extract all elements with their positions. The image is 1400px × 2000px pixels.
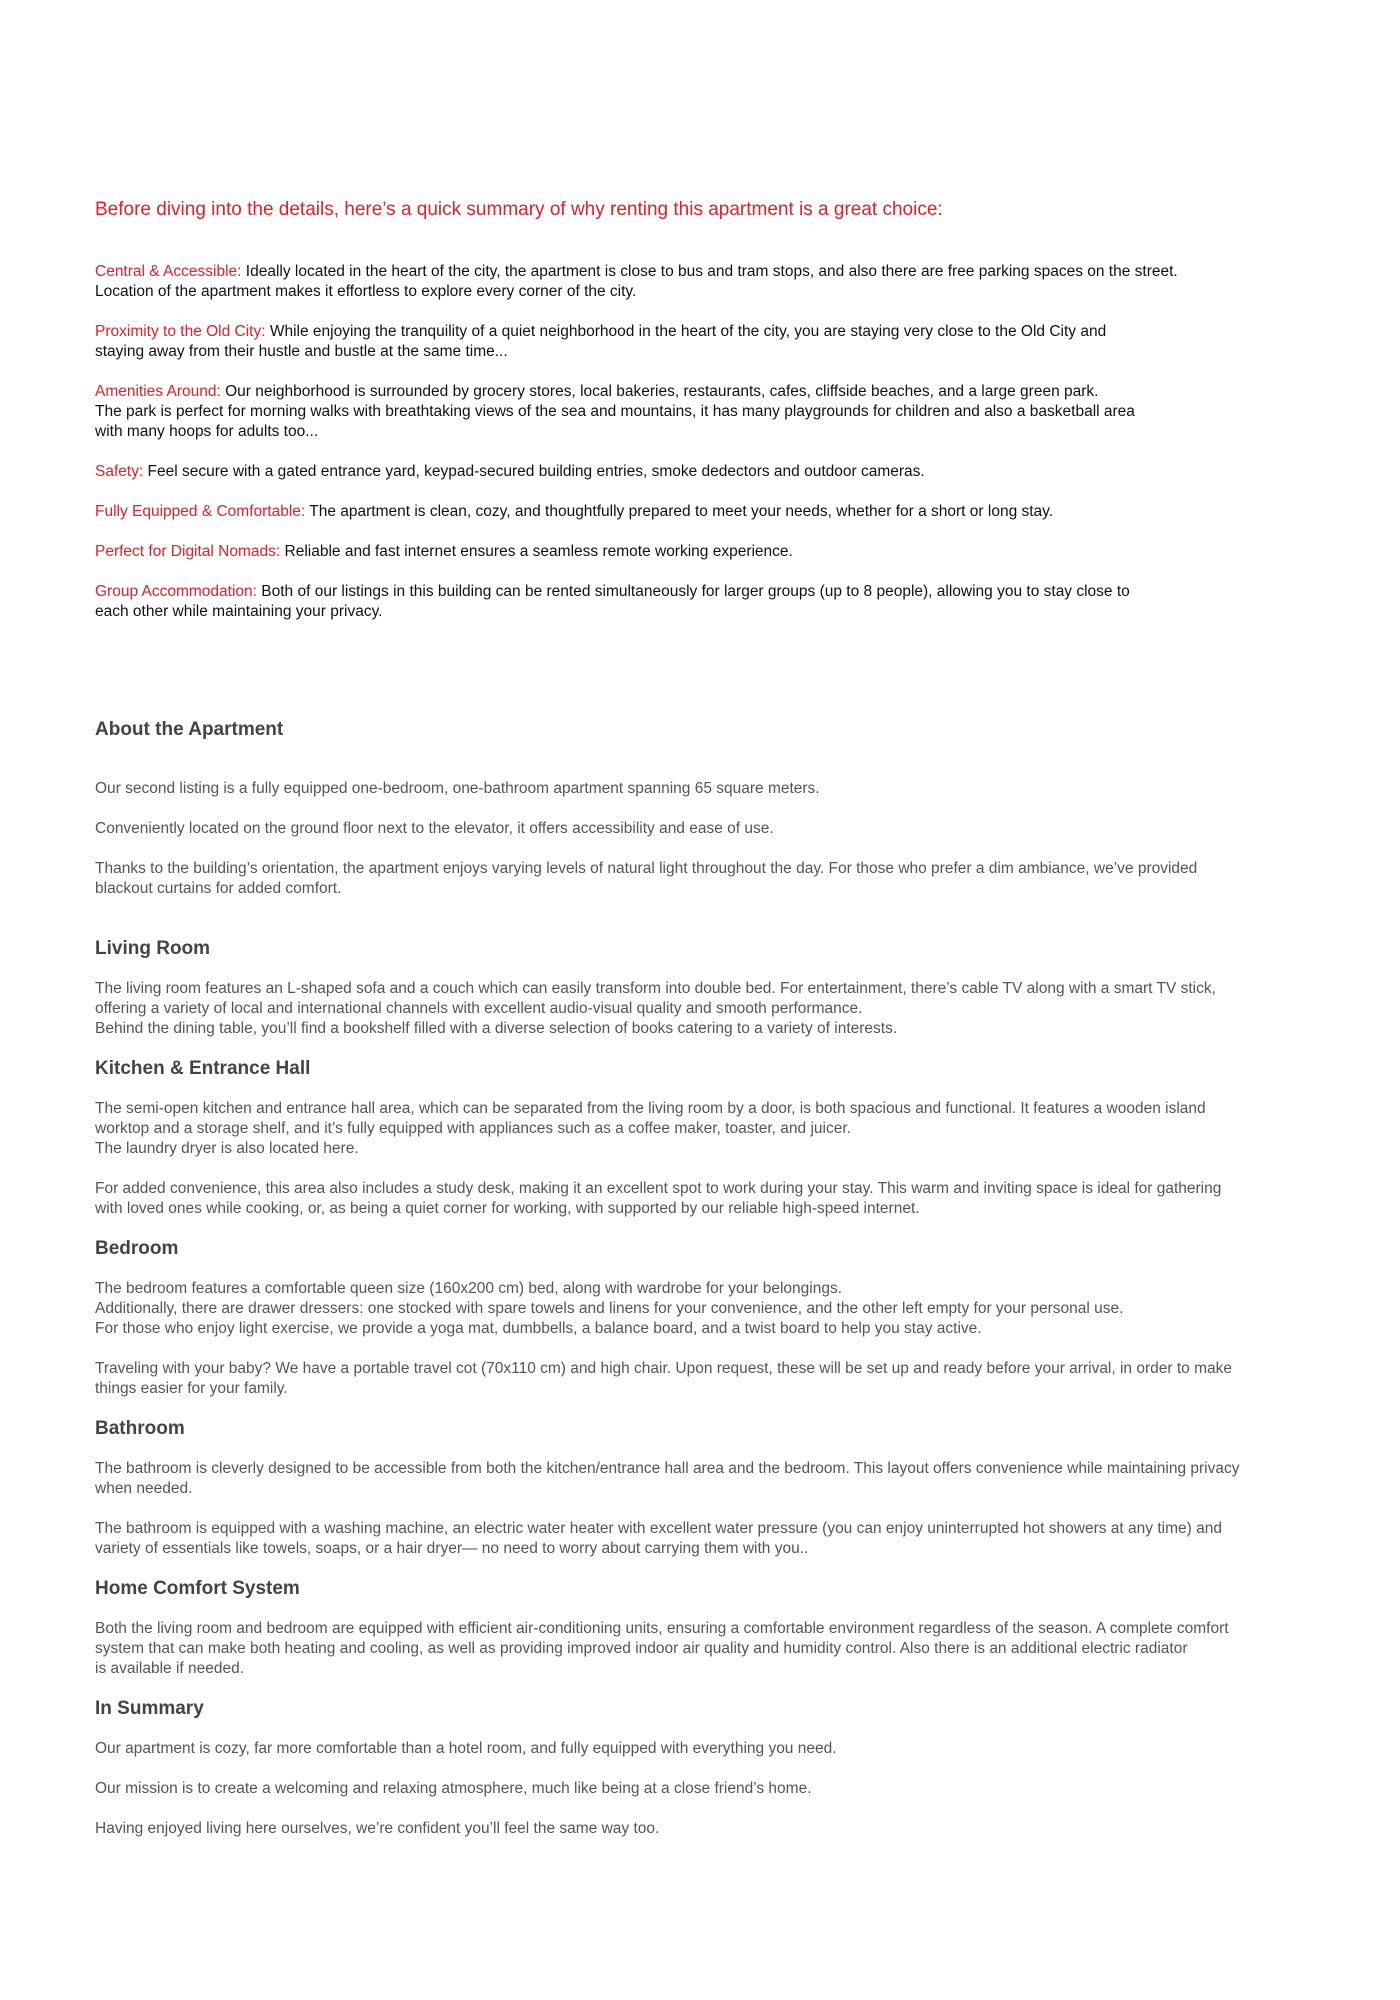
- bedroom-heading: Bedroom: [95, 1238, 179, 1259]
- bathroom-line: The bathroom is cleverly designed to be accessible from both the kitchen/entrance hall area and the bedroom. This layout offers convenience while maintaining privacy: [95, 1460, 1240, 1477]
- highlight-text: Feel secure with a gated entrance yard, keypad-secured building entries, smoke dedectors and outdoor cameras.: [143, 463, 925, 480]
- highlight-text: staying away from their hustle and bustle at the same time...: [95, 343, 508, 360]
- about-heading: About the Apartment: [95, 719, 284, 740]
- living-line: Behind the dining table, you’ll find a bookshelf filled with a diverse selection of books catering to a variety of interests.: [95, 1020, 898, 1037]
- kitchen-line: worktop and a storage shelf, and it’s fully equipped with appliances such as a coffee maker, toaster, and juicer.: [95, 1120, 851, 1137]
- highlight-label: Central & Accessible:: [95, 263, 242, 280]
- about-paragraph: [95, 859, 1340, 899]
- comfort-line: is available if needed.: [95, 1660, 245, 1677]
- highlight-item: [95, 262, 1340, 302]
- highlight-text: Both of our listings in this building can be rented simultaneously for larger groups (up to 8 people), allowing you to stay close to: [256, 583, 1130, 600]
- bathroom-paragraph: [95, 1459, 1340, 1499]
- bedroom-paragraph: [95, 1359, 1340, 1399]
- about-paragraph: Our second listing is a fully equipped one-bedroom, one-bathroom apartment spanning 65 square meters.: [95, 780, 820, 797]
- comfort-line: system that can make both heating and cooling, as well as providing improved indoor air quality and humidity control. Also there is an additional electric radiator: [95, 1640, 1188, 1657]
- living-room-heading: Living Room: [95, 938, 211, 959]
- bedroom-line: Traveling with your baby? We have a portable travel cot (70x110 cm) and high chair. Upon request, these will be set up and ready before your arrival, in order to make: [95, 1360, 1232, 1377]
- highlights-list: [95, 262, 1340, 642]
- highlight-label: Group Accommodation:: [95, 583, 257, 600]
- kitchen-paragraph: [95, 1179, 1340, 1219]
- highlight-text: Our neighborhood is surrounded by grocery stores, local bakeries, restaurants, cafes, cliffside beaches, and a large green park.: [220, 383, 1099, 400]
- highlight-label: Proximity to the Old City:: [95, 323, 266, 340]
- highlight-item: [95, 382, 1340, 442]
- highlight-text: Ideally located in the heart of the city, the apartment is close to bus and tram stops, and also there are free parking spaces on the street.: [241, 263, 1178, 280]
- about-paragraph: Conveniently located on the ground floor next to the elevator, it offers accessibility and ease of use.: [95, 820, 774, 837]
- highlight-item: [95, 582, 1340, 622]
- kitchen-paragraph: [95, 1099, 1340, 1159]
- highlight-item: [95, 322, 1340, 362]
- comfort-system-heading: Home Comfort System: [95, 1578, 300, 1599]
- bedroom-line: things easier for your family.: [95, 1380, 288, 1397]
- summary-paragraph: Having enjoyed living here ourselves, we’re confident you’ll feel the same way too.: [95, 1820, 660, 1837]
- bedroom-line: For those who enjoy light exercise, we provide a yoga mat, dumbbells, a balance board, and a twist board to help you stay active.: [95, 1320, 982, 1337]
- bedroom-paragraph: [95, 1279, 1340, 1339]
- summary-paragraph: Our apartment is cozy, far more comfortable than a hotel room, and fully equipped with everything you need.: [95, 1740, 837, 1757]
- living-line: offering a variety of local and international channels with excellent audio-visual quality and smooth performance.: [95, 1000, 863, 1017]
- comfort-system-paragraph: [95, 1619, 1340, 1679]
- bathroom-heading: Bathroom: [95, 1418, 185, 1439]
- highlight-text: The apartment is clean, cozy, and thoughtfully prepared to meet your needs, whether for a short or long stay.: [305, 503, 1054, 520]
- kitchen-heading: Kitchen & Entrance Hall: [95, 1058, 311, 1079]
- bathroom-line: The bathroom is equipped with a washing machine, an electric water heater with excellent water pressure (you can enjoy uninterrupted hot showers at any time) and: [95, 1520, 1222, 1537]
- highlight-text: While enjoying the tranquility of a quiet neighborhood in the heart of the city, you are staying very close to the Old City and: [265, 323, 1107, 340]
- about-line: Thanks to the building’s orientation, the apartment enjoys varying levels of natural light throughout the day. For those who prefer a dim ambiance, we’ve provided: [95, 860, 1198, 877]
- bathroom-paragraph: [95, 1519, 1340, 1559]
- in-summary-heading: In Summary: [95, 1698, 204, 1719]
- bedroom-line: Additionally, there are drawer dressers: one stocked with spare towels and linens for your convenience, and the other left empty for your personal use.: [95, 1300, 1124, 1317]
- bathroom-line: when needed.: [95, 1480, 193, 1497]
- kitchen-line: with loved ones while cooking, or, as being a quiet corner for working, with supported by our reliable high-speed internet.: [95, 1200, 920, 1217]
- living-line: The living room features an L-shaped sofa and a couch which can easily transform into double bed. For entertainment, there’s cable TV along with a smart TV stick,: [95, 980, 1216, 997]
- living-room-paragraph: [95, 979, 1340, 1039]
- highlight-text: Location of the apartment makes it effortless to explore every corner of the city.: [95, 283, 637, 300]
- highlight-text: with many hoops for adults too...: [95, 423, 319, 440]
- intro-heading: Before diving into the details, here’s a quick summary of why renting this apartment is a great choice:: [95, 199, 943, 220]
- about-line: blackout curtains for added comfort.: [95, 880, 342, 897]
- highlight-item: [95, 502, 1340, 522]
- highlight-text: The park is perfect for morning walks with breathtaking views of the sea and mountains, it has many playgrounds for children and also a basketball area: [95, 403, 1135, 420]
- highlight-text: each other while maintaining your privacy.: [95, 603, 383, 620]
- comfort-line: Both the living room and bedroom are equipped with efficient air-conditioning units, ensuring a comfortable environment regardless of the season. A complete comfort: [95, 1620, 1229, 1637]
- apartment-description: [95, 718, 1340, 1839]
- highlight-item: [95, 542, 1340, 562]
- kitchen-line: The laundry dryer is also located here.: [95, 1140, 359, 1157]
- summary-paragraph: Our mission is to create a welcoming and relaxing atmosphere, much like being at a close friend’s home.: [95, 1780, 812, 1797]
- highlight-item: [95, 462, 1340, 482]
- highlight-text: Reliable and fast internet ensures a seamless remote working experience.: [280, 543, 793, 560]
- bathroom-line: variety of essentials like towels, soaps, or a hair dryer— no need to worry about carrying them with you..: [95, 1540, 809, 1557]
- kitchen-line: For added convenience, this area also includes a study desk, making it an excellent spot to work during your stay. This warm and inviting space is ideal for gathering: [95, 1180, 1222, 1197]
- highlight-label: Fully Equipped & Comfortable:: [95, 503, 306, 520]
- kitchen-line: The semi-open kitchen and entrance hall area, which can be separated from the living room by a door, is both spacious and functional. It features a wooden island: [95, 1100, 1206, 1117]
- highlight-label: Safety:: [95, 463, 144, 480]
- highlight-label: Perfect for Digital Nomads:: [95, 543, 281, 560]
- bedroom-line: The bedroom features a comfortable queen size (160x200 cm) bed, along with wardrobe for your belongings.: [95, 1280, 843, 1297]
- highlight-label: Amenities Around:: [95, 383, 221, 400]
